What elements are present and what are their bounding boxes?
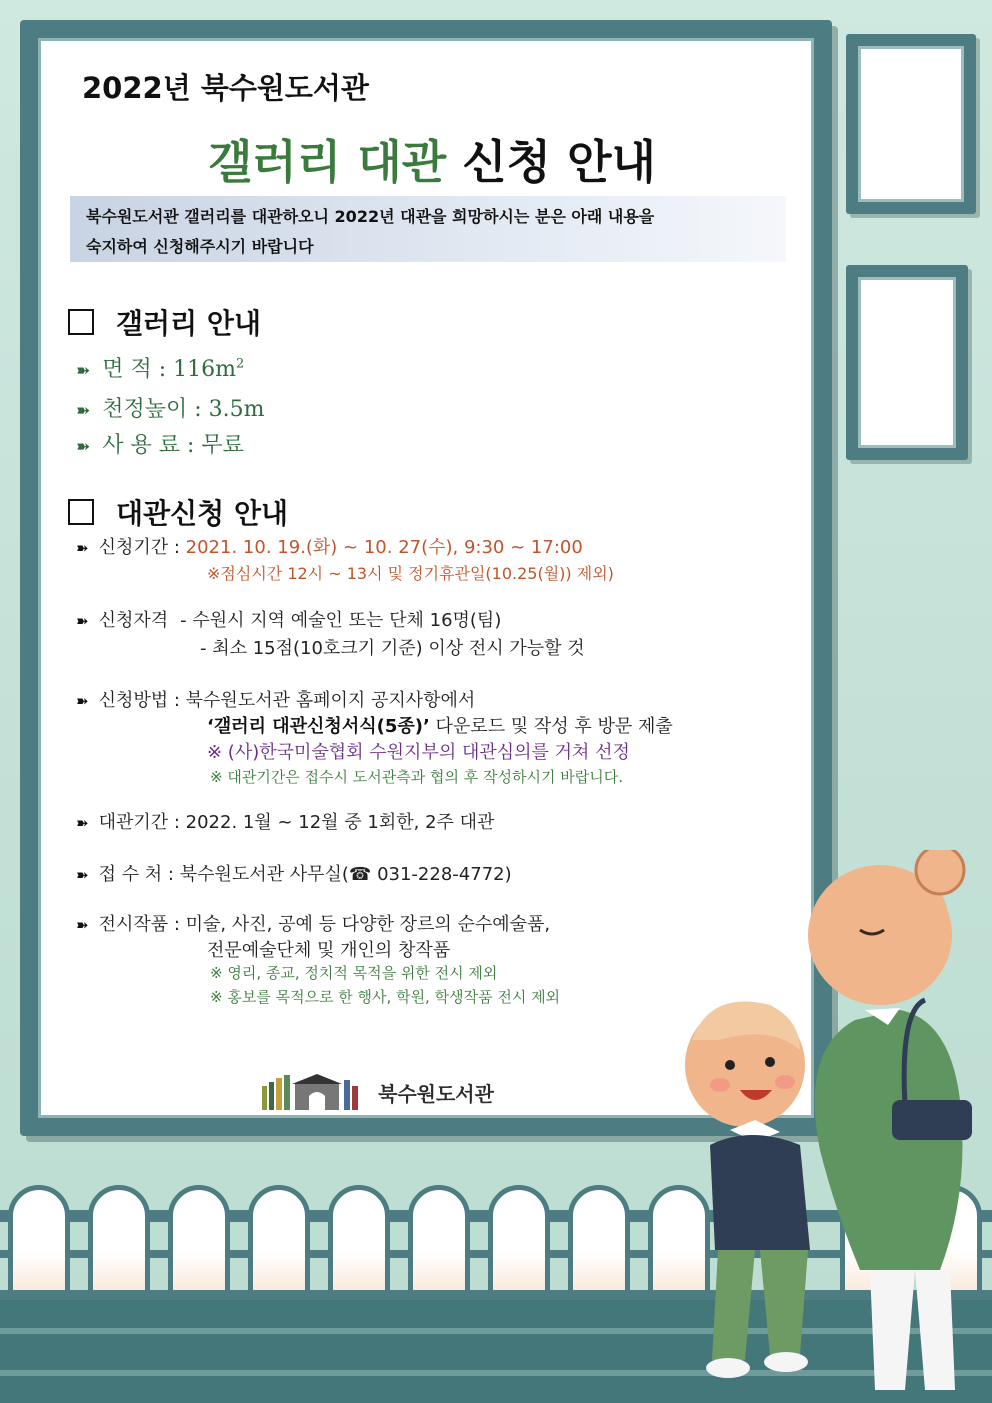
section-gallery-heading: 갤러리 안내 [68,302,261,342]
period-note: ※점심시간 12시 ~ 13시 및 정기휴관일(10.25(월)) 제외) [207,564,614,583]
gallery-area: ➽ 면 적 : $116m^2$ [76,356,245,382]
section-application-heading: 대관신청 안내 [68,492,288,532]
mother-child-illustration [660,850,990,1400]
intro-line-1: 북수원도서관 갤러리를 대관하오니 2022년 대관을 희망하시는 분은 아래 내용을 [86,207,655,226]
arrow-bullet-icon: ➽ [76,866,89,884]
main-title-green: 갤러리 대관 [208,135,447,189]
office-row: ➽ 접 수 처 : 북수원도서관 사무실(☎ 031-228-4772) [76,864,512,885]
main-title-black: 신청 안내 [462,135,656,189]
period-row: ➽ 신청기간 : 2021. 10. 19.(화) ~ 10. 27(수), 9:30 ~ 17:00 [76,537,583,558]
method-line-2: ‘갤러리 대관신청서식(5종)’ 다운로드 및 작성 후 방문 제출 [207,716,673,737]
qualification-line-2: - 최소 15점(10호크기 기준) 이상 전시 가능할 것 [200,638,585,659]
arrow-bullet-icon: ➽ [76,361,91,381]
intro-line-2: 숙지하여 신청해주시기 바랍니다 [86,237,314,256]
arrow-bullet-icon: ➽ [76,539,89,557]
checkbox-icon [68,309,94,335]
works-line-2: 전문예술단체 및 개인의 창작품 [207,940,451,961]
main-title [208,126,656,192]
arrow-bullet-icon: ➽ [76,916,89,934]
arrow-bullet-icon: ➽ [76,437,91,457]
arrow-bullet-icon: ➽ [76,401,91,421]
small-picture-frame [846,265,968,460]
works-note-2: ※ 홍보를 목적으로 한 행사, 학원, 학생작품 전시 제외 [210,988,561,1006]
arrow-bullet-icon: ➽ [76,692,89,710]
works-row: ➽ 전시작품 : 미술, 사진, 공예 등 다양한 장르의 순수예술품, [76,914,551,935]
arrow-bullet-icon: ➽ [76,814,89,832]
rental-period-row: ➽ 대관기간 : 2022. 1월 ~ 12월 중 1회한, 2주 대관 [76,812,495,833]
method-note-1: ※ (사)한국미술협회 수원지부의 대관심의를 거쳐 선정 [207,742,630,763]
library-logo-text: 북수원도서관 [378,1082,494,1106]
works-note-1: ※ 영리, 종교, 정치적 목적을 위한 전시 제외 [210,964,498,982]
small-picture-frame [846,34,976,214]
arrow-bullet-icon: ➽ [76,612,89,630]
library-building-icon [262,1072,362,1110]
gallery-fee: ➽ 사 용 료 : 무료 [76,433,244,458]
checkbox-icon [68,499,94,525]
year-title: 2022년 북수원도서관 [82,71,369,105]
gallery-ceiling-height: ➽ 천정높이 : 3.5m [76,397,265,422]
method-note-2: ※ 대관기간은 접수시 도서관측과 협의 후 작성하시기 바랍니다. [210,768,623,786]
method-row: ➽ 신청방법 : 북수원도서관 홈페이지 공지사항에서 [76,690,476,711]
intro-box [70,196,786,262]
qualification-row: ➽ 신청자격 - 수원시 지역 예술인 또는 단체 16명(팀) [76,610,502,631]
